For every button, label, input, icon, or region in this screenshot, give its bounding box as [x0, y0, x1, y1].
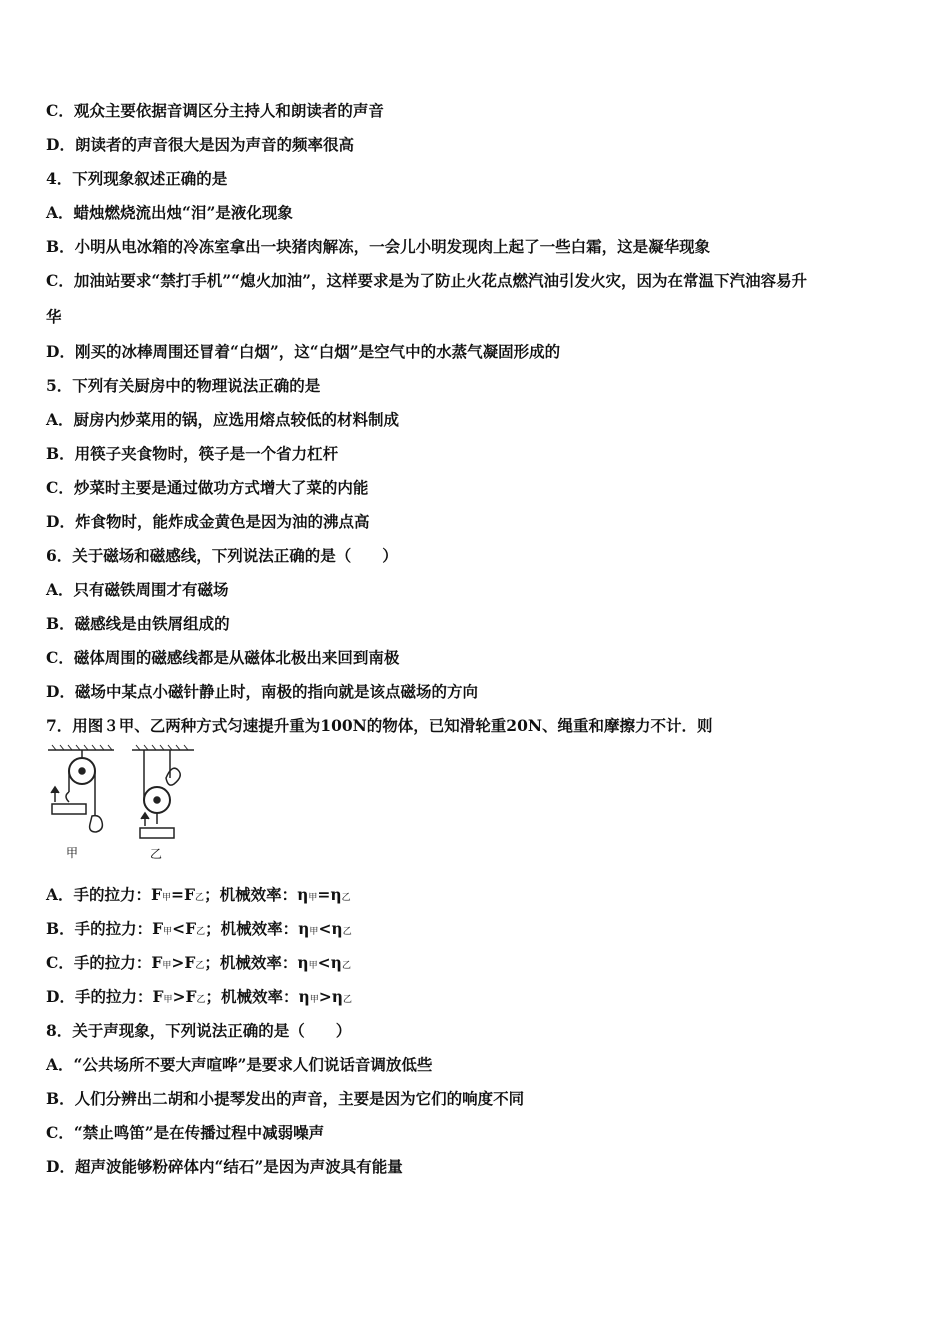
text-line: B．用筷子夹食物时，筷子是一个省力杠杆	[46, 444, 339, 463]
hook-left	[66, 792, 69, 802]
question-5-stem: 5．下列有关厨房中的物理说法正确的是	[46, 376, 321, 395]
weight-left	[52, 804, 86, 814]
text-line: D．炸食物时，能炸成金黄色是因为油的沸点高	[46, 512, 370, 531]
question-4-stem: 4．下列现象叙述正确的是	[46, 169, 228, 188]
text-line: D．朗读者的声音很大是因为声音的频率很高	[46, 135, 354, 154]
label-yi: 乙	[150, 847, 163, 861]
text-line: B．磁感线是由铁屑组成的	[46, 614, 230, 633]
option-a: A．手的拉力：F甲=F乙；机械效率：η甲=η乙	[46, 885, 351, 904]
text-line: A．厨房内炒菜用的锅，应选用熔点较低的材料制成	[46, 410, 400, 429]
text-line: D．磁场中某点小磁针静止时，南极的指向就是该点磁场的方向	[46, 682, 478, 701]
text-line: 华	[46, 307, 62, 326]
option-b: B．手的拉力：F甲<F乙；机械效率：η甲<η乙	[46, 919, 352, 938]
question-6-stem: 6．关于磁场和磁感线，下列说法正确的是（ ）	[46, 546, 398, 565]
pulley-figure	[44, 744, 204, 862]
question-8-stem: 8．关于声现象，下列说法正确的是（ ）	[46, 1021, 352, 1040]
weight-right	[140, 828, 174, 838]
hand-left	[90, 816, 103, 832]
option-c: C．手的拉力：F甲>F乙；机械效率：η甲<η乙	[46, 953, 351, 972]
hand-right	[166, 768, 180, 785]
text-line: C．观众主要依据音调区分主持人和朗读者的声音	[46, 101, 384, 120]
question-7-stem: 7．用图３甲、乙两种方式匀速提升重为100N的物体，已知滑轮重20N、绳重和摩擦力不计．则	[46, 716, 713, 735]
text-line: B．小明从电冰箱的冷冻室拿出一块猪肉解冻，一会儿小明发现肉上起了一些白霜，这是凝华现象	[46, 237, 711, 256]
label-jia: 甲	[66, 846, 79, 860]
text-line: A．只有磁铁周围才有磁场	[46, 580, 229, 599]
text-line: B．人们分辨出二胡和小提琴发出的声音，主要是因为它们的响度不同	[46, 1089, 525, 1108]
text-line: A．蜡烛燃烧流出烛“泪”是液化现象	[46, 203, 293, 222]
option-d: D．手的拉力：F甲>F乙；机械效率：η甲>η乙	[46, 987, 353, 1006]
text-line: C．炒菜时主要是通过做功方式增大了菜的内能	[46, 478, 369, 497]
text-line: C．“禁止鸣笛”是在传播过程中减弱噪声	[46, 1123, 325, 1142]
text-line: C．加油站要求“禁打手机”“熄火加油”，这样要求是为了防止火花点燃汽油引发火灾，因为在常温下汽油容易升	[46, 271, 808, 290]
text-line: D．刚买的冰棒周围还冒着“白烟”，这“白烟”是空气中的水蒸气凝固形成的	[46, 342, 561, 361]
text-line: C．磁体周围的磁感线都是从磁体北极出来回到南极	[46, 648, 400, 667]
text-line: A．“公共场所不要大声喧哗”是要求人们说话音调放低些	[46, 1055, 433, 1074]
text-line: D．超声波能够粉碎体内“结石”是因为声波具有能量	[46, 1157, 403, 1176]
